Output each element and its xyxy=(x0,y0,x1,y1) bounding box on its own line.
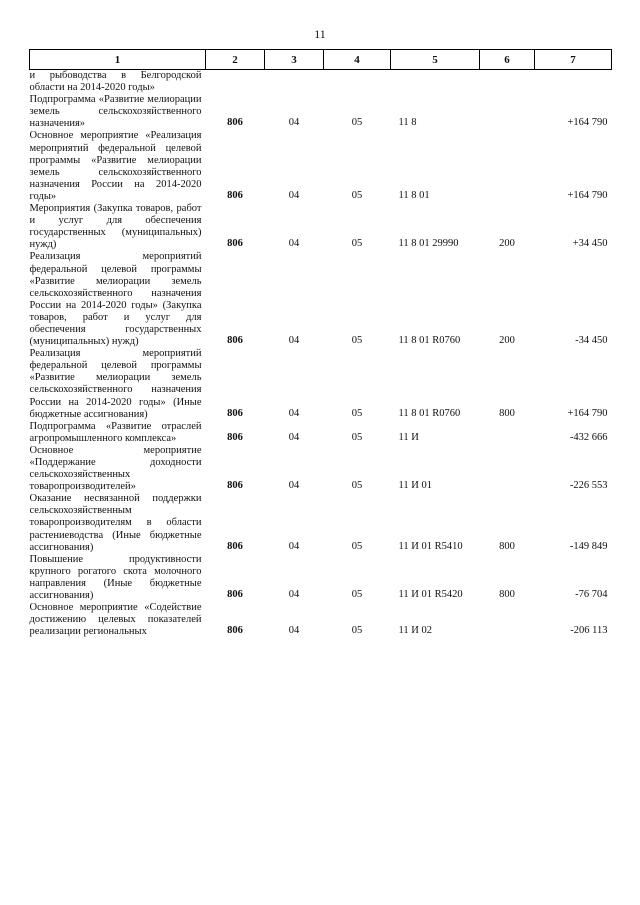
row-description: Реализация мероприятий федеральной целевой программы «Развитие мелиорации земель сельскохозяйственного назначения России на 2014-2020 годы» (Закупка товаров, работ и услуг для обеспечения государственных (муниципальных) нужд) xyxy=(29,251,202,348)
row-description: Подпрограмма «Развитие мелиорации земель сельскохозяйственного назначения» xyxy=(29,94,202,130)
table-row xyxy=(30,251,612,348)
row-ministry-code: 806 xyxy=(227,335,243,347)
column-header: 6 xyxy=(480,50,535,70)
row-amount: +34 450 xyxy=(572,238,608,250)
row-subsection: 05 xyxy=(351,589,363,601)
table-row xyxy=(30,554,612,602)
row-target-article: 11 И 01 xyxy=(398,480,432,492)
row-section: 04 xyxy=(288,431,300,443)
row-section: 04 xyxy=(288,540,300,552)
row-subsection: 05 xyxy=(351,189,363,201)
row-amount: +164 790 xyxy=(567,407,608,419)
row-section: 04 xyxy=(288,189,300,201)
row-ministry-code: 806 xyxy=(227,540,243,552)
row-target-article: 11 И 01 R5420 xyxy=(398,589,463,601)
column-header: 4 xyxy=(324,50,391,70)
row-expense-type: 200 xyxy=(499,238,515,250)
table-row xyxy=(30,493,612,553)
row-description: Реализация мероприятий федеральной целевой программы «Развитие мелиорации земель сельскохозяйственного назначения России на 2014-2020 годы» (Иные бюджетные ассигнования) xyxy=(29,348,202,420)
row-section xyxy=(265,70,324,95)
row-section: 04 xyxy=(288,480,300,492)
column-header: 7 xyxy=(535,50,612,70)
row-section: 04 xyxy=(288,335,300,347)
row-section: 04 xyxy=(288,625,300,637)
row-amount: -206 113 xyxy=(570,625,608,637)
row-expense-type xyxy=(480,421,535,445)
row-target-article: 11 И 01 R5410 xyxy=(398,540,463,552)
row-section: 04 xyxy=(288,117,300,129)
row-expense-type: 800 xyxy=(499,589,515,601)
table-row xyxy=(30,70,612,95)
row-expense-type: 200 xyxy=(499,335,515,347)
row-section: 04 xyxy=(288,589,300,601)
column-header: 3 xyxy=(265,50,324,70)
row-ministry-code: 806 xyxy=(227,480,243,492)
row-expense-type: 800 xyxy=(499,407,515,419)
row-description: Основное мероприятие «Содействие достижению целевых показателей реализации региональных xyxy=(29,602,202,638)
row-amount: +164 790 xyxy=(567,189,608,201)
row-target-article: 11 8 01 xyxy=(398,189,430,201)
row-description: Основное мероприятие «Поддержание доходности сельскохозяйственных товаропроизводителей» xyxy=(29,444,202,493)
row-ministry-code: 806 xyxy=(227,407,243,419)
row-subsection: 05 xyxy=(351,407,363,419)
row-ministry-code: 806 xyxy=(227,589,243,601)
row-target-article: 11 И 02 xyxy=(398,625,432,637)
row-ministry-code: 806 xyxy=(227,625,243,637)
row-description: Повышение продуктивности крупного рогатого скота молочного направления (Иные бюджетные ассигнования) xyxy=(29,553,202,602)
row-expense-type xyxy=(480,94,535,130)
page-number: 11 xyxy=(314,27,326,41)
row-section: 04 xyxy=(288,238,300,250)
row-amount: -76 704 xyxy=(575,589,608,601)
row-subsection: 05 xyxy=(351,480,363,492)
row-subsection xyxy=(324,70,391,95)
column-header: 2 xyxy=(206,50,265,70)
row-amount: -34 450 xyxy=(575,335,608,347)
table-row xyxy=(30,203,612,251)
header-row xyxy=(30,50,612,70)
row-ministry-code xyxy=(206,70,265,95)
row-description: Основное мероприятие «Реализация мероприятий федеральной целевой программы «Развитие мелиорации земель сельскохозяйственного назначения России на 2014-2020 годы» xyxy=(29,130,202,202)
table-row xyxy=(30,421,612,445)
row-expense-type xyxy=(480,130,535,203)
column-header: 5 xyxy=(391,50,480,70)
row-description: Мероприятия (Закупка товаров, работ и услуг для обеспечения государственных (муниципальных) нужд) xyxy=(29,203,202,251)
table-row xyxy=(30,94,612,130)
row-amount: +164 790 xyxy=(567,117,608,129)
row-ministry-code: 806 xyxy=(227,117,243,129)
row-expense-type xyxy=(480,445,535,493)
row-ministry-code: 806 xyxy=(227,431,243,443)
column-header: 1 xyxy=(30,50,206,70)
table-row xyxy=(30,602,612,638)
row-target-article: 11 8 01 R0760 xyxy=(398,335,461,347)
budget-table xyxy=(29,49,612,638)
row-expense-type: 800 xyxy=(499,540,515,552)
row-target-article xyxy=(391,70,480,95)
row-description: Оказание несвязанной поддержки сельскохозяйственным товаропроизводителям в области растениеводства (Иные бюджетные ассигнования) xyxy=(29,493,202,553)
row-description: Подпрограмма «Развитие отраслей агропромышленного комплекса» xyxy=(29,420,202,444)
row-subsection: 05 xyxy=(351,540,363,552)
row-target-article: 11 8 xyxy=(398,117,417,129)
row-subsection: 05 xyxy=(351,335,363,347)
row-subsection: 05 xyxy=(351,431,363,443)
row-ministry-code: 806 xyxy=(227,189,243,201)
row-amount xyxy=(535,70,612,95)
row-expense-type xyxy=(480,70,535,95)
row-expense-type xyxy=(480,602,535,638)
row-ministry-code: 806 xyxy=(227,238,243,250)
table-row xyxy=(30,130,612,203)
table-row xyxy=(30,348,612,421)
row-amount: -432 666 xyxy=(569,431,608,443)
row-section: 04 xyxy=(288,407,300,419)
row-amount: -226 553 xyxy=(569,480,608,492)
row-subsection: 05 xyxy=(351,117,363,129)
row-description: и рыбоводства в Белгородской области на 2014-2020 годы» xyxy=(29,70,202,94)
row-subsection: 05 xyxy=(351,238,363,250)
row-target-article: 11 8 01 R0760 xyxy=(398,407,461,419)
row-target-article: 11 8 01 29990 xyxy=(398,238,459,250)
table-row xyxy=(30,445,612,493)
row-target-article: 11 И xyxy=(398,431,419,443)
row-subsection: 05 xyxy=(351,625,363,637)
row-amount: -149 849 xyxy=(569,540,608,552)
